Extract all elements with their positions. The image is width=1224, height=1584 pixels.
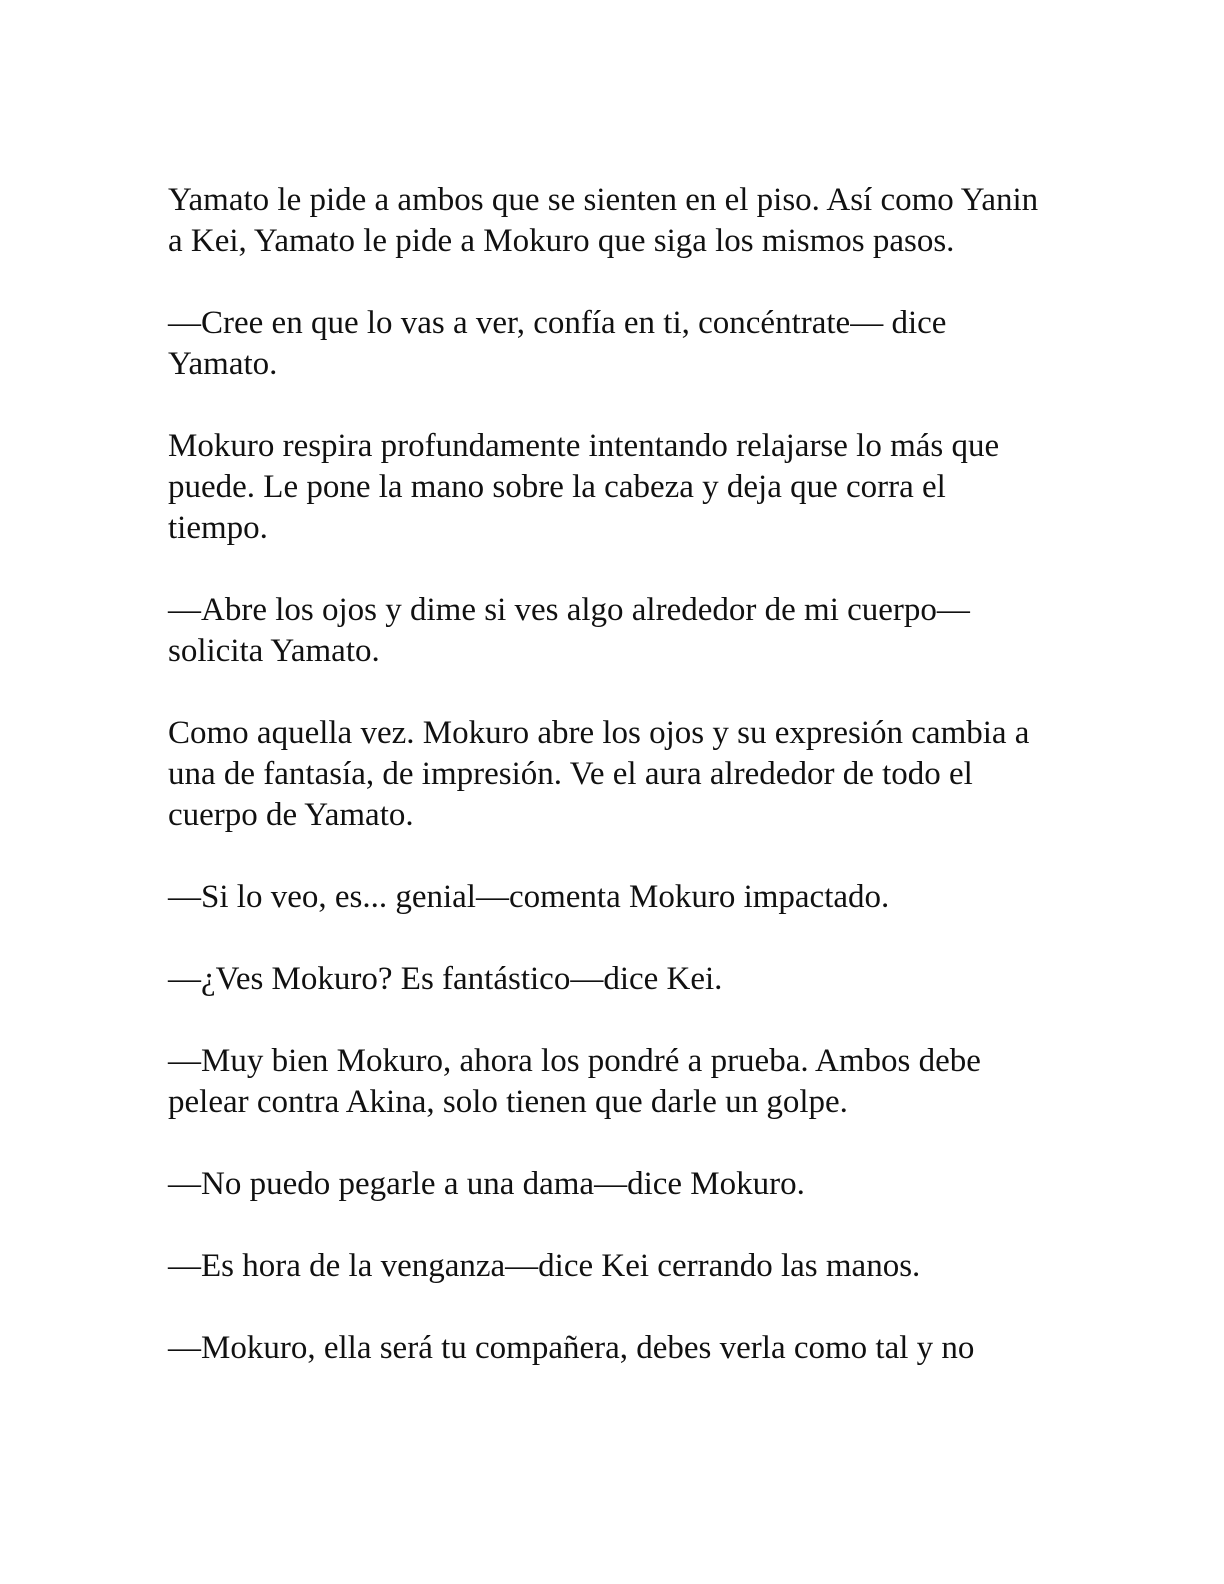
paragraph-3: Mokuro respira profundamente intentando relajarse lo más que puede. Le pone la mano sobre la cabeza y deja que corra el tiempo.: [168, 428, 1000, 546]
paragraph-9: —No puedo pegarle a una dama—dice Mokuro.: [168, 1166, 805, 1202]
body-text: [168, 180, 1048, 1369]
paragraph-8: —Muy bien Mokuro, ahora los pondré a prueba. Ambos debe pelear contra Akina, solo tienen que darle un golpe.: [168, 1043, 981, 1120]
paragraph-1: Yamato le pide a ambos que se sienten en el piso. Así como Yanin a Kei, Yamato le pide a Mokuro que siga los mismos pasos.: [168, 182, 1039, 259]
paragraph-11: —Mokuro, ella será tu compañera, debes verla como tal y no: [168, 1330, 975, 1366]
paragraph-2: —Cree en que lo vas a ver, confía en ti, concéntrate— dice Yamato.: [168, 305, 947, 382]
paragraph-6: —Si lo veo, es... genial—comenta Mokuro impactado.: [168, 879, 890, 915]
paragraph-10: —Es hora de la venganza—dice Kei cerrando las manos.: [168, 1248, 921, 1284]
paragraph-5: Como aquella vez. Mokuro abre los ojos y su expresión cambia a una de fantasía, de impresión. Ve el aura alrededor de todo el cuerpo de Yamato.: [168, 715, 1030, 833]
paragraph-7: —¿Ves Mokuro? Es fantástico—dice Kei.: [168, 961, 723, 997]
paragraph-4: —Abre los ojos y dime si ves algo alrededor de mi cuerpo— solicita Yamato.: [168, 592, 970, 669]
